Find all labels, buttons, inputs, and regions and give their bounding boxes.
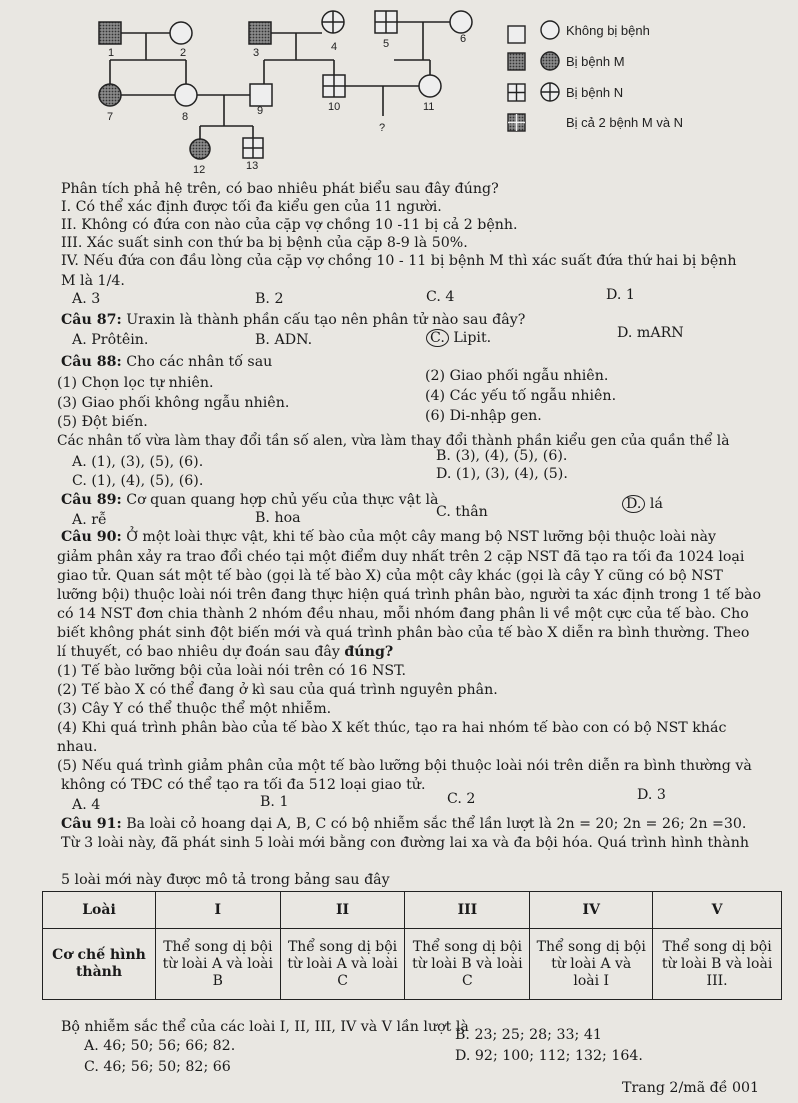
q87-option-c-text: Lipit. [453, 330, 492, 346]
q90-prediction: (1) Tế bào lưỡng bội của loài nói trên có 16 NST. [57, 663, 406, 679]
q90-option-d: D. 3 [637, 787, 666, 803]
pedigree-individual-8 [175, 84, 197, 106]
q90-line [61, 528, 716, 546]
legend-label: Bị bệnh M [566, 54, 625, 69]
pedigree-chart [0, 0, 500, 180]
q87-option-b: B. ADN. [255, 332, 313, 348]
page-footer: Trang 2/mã đề 001 [622, 1080, 760, 1096]
q88-number: Câu 88: [61, 354, 122, 370]
q87-number: Câu 87: [61, 312, 122, 328]
q91-stem: Bộ nhiễm sắc thể của các loài I, II, III, IV và V lần lượt là [61, 1019, 469, 1035]
q86-statement: M là 1/4. [61, 273, 125, 289]
table-row [43, 929, 782, 1000]
pedigree-label: 4 [331, 41, 338, 53]
q91-option-c: C. 46; 56; 50; 82; 66 [84, 1059, 231, 1075]
q86-statement: IV. Nếu đứa con đầu lòng của cặp vợ chồng 10 - 11 bị bệnh M thì xác suất đứa thứ hai bị bệnh [61, 253, 737, 269]
q88-option-a: A. (1), (3), (5), (6). [72, 454, 204, 470]
q91-text: Ba loài cỏ hoang dại A, B, C có bộ nhiễm sắc thể lần lượt là 2n = 20; 2n = 26; 2n =30. [126, 816, 747, 832]
q91-option-a: A. 46; 50; 56; 66; 82. [84, 1038, 236, 1054]
q88-factor: (4) Các yếu tố ngẫu nhiên. [425, 388, 617, 404]
species-table [42, 891, 782, 1000]
legend-female-m-icon [541, 52, 559, 70]
pedigree-individual-3 [249, 22, 271, 44]
pedigree-individual-11 [419, 75, 441, 97]
legend-label: Không bị bệnh [566, 23, 650, 38]
pedigree-individual-6 [450, 11, 472, 33]
q91-line: Từ 3 loài này, đã phát sinh 5 loài mới bằng con đường lai xa và đa bội hóa. Quá trình hình thành [61, 835, 750, 851]
q87-line [61, 311, 525, 329]
q90-prediction: (3) Cây Y có thể thuộc thể một nhiễm. [57, 701, 332, 717]
pedigree-individual-9 [250, 84, 272, 106]
q86-option-d: D. 1 [606, 287, 635, 303]
pedigree-label: 5 [383, 38, 390, 50]
q88-factor: (1) Chọn lọc tự nhiên. [57, 375, 214, 391]
q90-line [57, 643, 393, 661]
q87-text: Uraxin là thành phần cấu tạo nên phân tử nào sau đây? [126, 312, 526, 328]
q86-option-a: A. 3 [72, 291, 101, 307]
pedigree-individual-13 [243, 138, 263, 158]
table-header-row [43, 892, 782, 929]
table-header: III [405, 892, 530, 929]
pedigree-individual-12 [190, 139, 210, 159]
q90-prediction: (4) Khi quá trình phân bào của tế bào X kết thúc, tạo ra hai nhóm tế bào con có bộ NST khác [57, 720, 727, 736]
q90-option-b: B. 1 [260, 794, 289, 810]
q86-option-b: B. 2 [255, 291, 284, 307]
q90-text: Ở một loài thực vật, khi tế bào của một cây mang bộ NST lưỡng bội thuộc loài này [126, 529, 716, 545]
legend-male-mn-icon [508, 114, 525, 131]
pedigree-label: 9 [257, 105, 264, 117]
q91-line [61, 815, 746, 833]
q89-number: Câu 89: [61, 492, 122, 508]
pedigree-label: 3 [253, 47, 260, 59]
pedigree-individual-5 [375, 11, 397, 33]
q91-option-d: D. 92; 100; 112; 132; 164. [455, 1048, 643, 1064]
q86-statement: III. Xác suất sinh con thứ ba bị bệnh của cặp 8-9 là 50%. [61, 235, 468, 251]
q88-option-d: D. (1), (3), (4), (5). [436, 466, 568, 482]
q88-factor: (5) Đột biến. [57, 414, 148, 430]
q90-line: biết không phát sinh đột biến mới và quá trình phân bào của tế bào X diễn ra bình thường. Theo [57, 625, 750, 641]
q87-option-c [426, 329, 491, 347]
table-header: I [156, 892, 281, 929]
q89-selected-mark: D. [622, 495, 645, 513]
q89-option-a: A. rễ [72, 512, 107, 528]
legend-male-unaffected-icon [508, 26, 525, 43]
q89-option-d [622, 495, 663, 513]
legend-female-n-icon [541, 83, 559, 101]
q88-option-b: B. (3), (4), (5), (6). [436, 448, 568, 464]
q90-line: lưỡng bội) thuộc loài nói trên đang thực hiện quá trình phân bào, người ta xác định trong 1 tế bào [57, 587, 762, 603]
pedigree-label: 8 [182, 111, 189, 123]
legend-male-m-icon [508, 53, 525, 70]
legend-female-unaffected-icon [541, 21, 559, 39]
table-cell: Thể song dị bội từ loài B và loài III. [653, 929, 782, 1000]
pedigree-label: 1 [108, 47, 115, 59]
table-cell: Thể song dị bội từ loài A và loài I [530, 929, 653, 1000]
table-header: II [280, 892, 405, 929]
pedigree-individual-10 [323, 75, 345, 97]
pedigree-individual-7 [99, 84, 121, 106]
pedigree-individual-4 [322, 11, 344, 33]
pedigree-label: 13 [246, 160, 259, 172]
table-header: V [653, 892, 782, 929]
q90-stem: lí thuyết, có bao nhiêu dự đoán sau đây [57, 644, 345, 660]
q91-line: 5 loài mới này được mô tả trong bảng sau đây [61, 872, 390, 888]
pedigree-label: 12 [193, 164, 206, 176]
q86-statement: II. Không có đứa con nào của cặp vợ chồng 10 -11 bị cả 2 bệnh. [61, 217, 518, 233]
q91-option-b: B. 23; 25; 28; 33; 41 [455, 1027, 602, 1043]
pedigree-label: 10 [328, 101, 341, 113]
q89-option-c: C. thân [436, 504, 488, 520]
pedigree-label: 2 [180, 47, 187, 59]
q90-stem-emphasis: đúng? [344, 644, 394, 660]
q88-factor: (3) Giao phối không ngẫu nhiên. [57, 395, 290, 411]
legend-label: Bị cả 2 bệnh M và N [566, 115, 684, 130]
q90-option-a: A. 4 [72, 797, 101, 813]
q90-line: giảm phân xảy ra trao đổi chéo tại một điểm duy nhất trên 2 cặp NST đã tạo ra tối đa 1024 loại [57, 549, 745, 565]
q88-option-c: C. (1), (4), (5), (6). [72, 473, 204, 489]
pedigree-legend [500, 8, 790, 138]
q88-text: Cho các nhân tố sau [126, 354, 273, 370]
q87-selected-mark: C. [426, 329, 449, 347]
q90-prediction: (5) Nếu quá trình giảm phân của một tế bào lưỡng bội thuộc loài nói trên diễn ra bình thường và [57, 758, 752, 774]
q90-prediction: nhau. [57, 739, 98, 755]
pedigree-label: 7 [107, 111, 114, 123]
q88-factor: (2) Giao phối ngẫu nhiên. [425, 368, 609, 384]
table-cell: Thể song dị bội từ loài A và loài B [156, 929, 281, 1000]
q86-option-c: C. 4 [426, 289, 455, 305]
table-header: Loài [43, 892, 156, 929]
table-cell: Thể song dị bội từ loài B và loài C [405, 929, 530, 1000]
q86-stem: Phân tích phả hệ trên, có bao nhiêu phát biểu sau đây đúng? [61, 181, 499, 197]
q91-number: Câu 91: [61, 816, 122, 832]
q90-option-c: C. 2 [447, 791, 476, 807]
q89-line [61, 491, 438, 509]
pedigree-label: ? [379, 122, 386, 134]
table-row-label: Cơ chế hình thành [43, 929, 156, 1000]
legend-male-n-icon [508, 84, 525, 101]
table-cell: Thể song dị bội từ loài A và loài C [280, 929, 405, 1000]
q90-line: có 14 NST đơn chia thành 2 nhóm đều nhau, mỗi nhóm đang phân li về một cực của tế bào. Cho [57, 606, 749, 622]
pedigree-individual-2 [170, 22, 192, 44]
q90-prediction: (2) Tế bào X có thể đang ở kì sau của quá trình nguyên phân. [57, 682, 498, 698]
q89-text: Cơ quan quang hợp chủ yếu của thực vật là [126, 492, 439, 508]
q90-line: giao tử. Quan sát một tế bào (gọi là tế bào X) của một cây khác (gọi là cây Y cũng có bộ NST [57, 568, 723, 584]
pedigree-individual-1 [99, 22, 121, 44]
legend-label: Bị bệnh N [566, 85, 624, 100]
q89-option-b: B. hoa [255, 510, 301, 526]
pedigree-label: 11 [423, 101, 435, 113]
table-header: IV [530, 892, 653, 929]
q89-option-d-text: lá [649, 496, 663, 512]
q88-stem: Các nhân tố vừa làm thay đổi tần số alen, vừa làm thay đổi thành phần kiểu gen của quần thể là [57, 433, 730, 449]
q88-line [61, 353, 272, 371]
q87-option-d: D. mARN [617, 325, 684, 341]
q90-prediction: không có TĐC có thể tạo ra tối đa 512 loại giao tử. [61, 777, 426, 793]
q87-option-a: A. Prôtêin. [72, 332, 149, 348]
q90-number: Câu 90: [61, 529, 122, 545]
q88-factor: (6) Di-nhập gen. [425, 408, 542, 424]
pedigree-label: 6 [460, 33, 467, 45]
q86-statement: I. Có thể xác định được tối đa kiểu gen của 11 người. [61, 199, 442, 215]
